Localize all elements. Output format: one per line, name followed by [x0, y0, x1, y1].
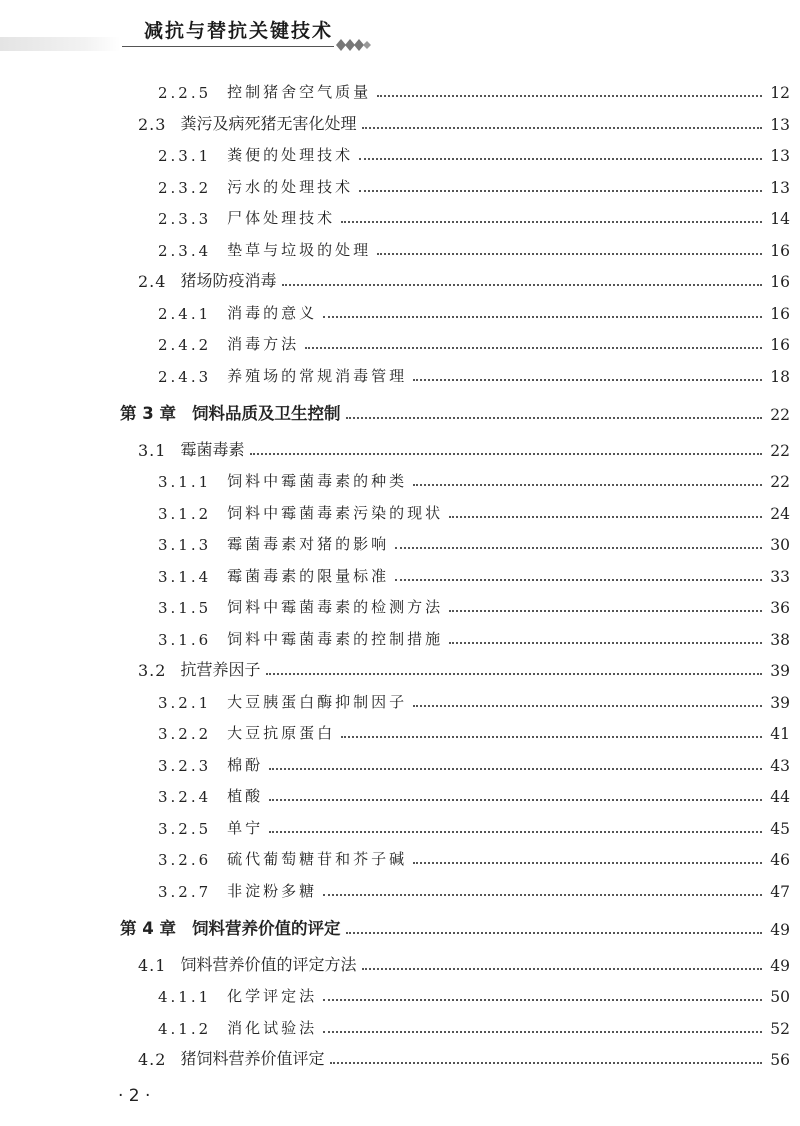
toc-subsection[interactable]: [158, 526, 790, 554]
toc-entry-title: 饲料中霉菌毒素的检测方法: [227, 598, 444, 616]
toc-entry-page: 24: [770, 504, 790, 523]
toc-entry-title: 饲料品质及卫生控制: [191, 403, 341, 423]
toc-entry-title: 硫代葡萄糖苷和芥子碱: [227, 850, 408, 868]
toc-entry-page: 12: [770, 84, 790, 102]
toc-entry-number: 4.1.2: [158, 1019, 212, 1038]
toc-entry-page: 44: [770, 788, 790, 806]
toc-entry-number: 3.1.5: [158, 599, 212, 617]
toc-entry-page: 16: [770, 273, 790, 291]
toc-entry-title: 霉菌毒素: [180, 439, 245, 459]
dot-leader: [323, 882, 762, 896]
toc-entry-page: 39: [770, 662, 790, 680]
toc-entry-page: 13: [770, 178, 790, 197]
dot-leader: [323, 304, 762, 318]
toc-entry-number: 4.1.1: [158, 988, 212, 1006]
toc-section[interactable]: [138, 947, 790, 975]
toc-entry-title: 抗营养因子: [180, 660, 261, 679]
toc-entry-number: 3.1: [138, 440, 167, 460]
toc-entry-page: 39: [770, 693, 790, 712]
toc-subsection[interactable]: [158, 810, 790, 838]
toc-entry-page: 13: [770, 147, 790, 165]
page-number: · 2 ·: [118, 1086, 151, 1106]
toc-entry-page: 50: [770, 988, 790, 1006]
toc-entry-title: 粪污及病死猪无害化处理: [180, 113, 357, 133]
toc-entry-number: 3.1.3: [158, 536, 212, 554]
running-header: [0, 0, 800, 60]
toc-subsection[interactable]: [158, 463, 790, 491]
toc-entry-number: 2.3.2: [158, 178, 212, 197]
toc-section[interactable]: [138, 652, 790, 680]
dot-leader: [323, 987, 762, 1001]
toc-entry-title: 饲料中霉菌毒素的种类: [227, 472, 408, 490]
toc-entry-page: 45: [770, 819, 790, 838]
dot-leader: [413, 472, 762, 486]
toc-entry-title: 非淀粉多糖: [227, 881, 318, 900]
toc-entry-number: 4.2: [138, 1050, 167, 1069]
toc-subsection[interactable]: [158, 558, 790, 586]
toc-entry-number: 2.4.3: [158, 367, 212, 386]
dot-leader: [346, 405, 762, 419]
toc-entry-page: 46: [770, 851, 790, 869]
toc-entry-number: 3.2.7: [158, 882, 212, 901]
toc-entry-number: 3.2.3: [158, 756, 212, 775]
toc-entry-number: 2.4.1: [158, 304, 212, 323]
toc-subsection[interactable]: [158, 747, 790, 775]
header-rule: [122, 46, 334, 47]
dot-leader: [413, 850, 762, 864]
dot-leader: [413, 367, 762, 381]
toc-entry-number: 2.3: [138, 114, 167, 134]
toc-entry-page: 47: [770, 882, 790, 901]
toc-entry-page: 18: [770, 367, 790, 386]
dot-leader: [346, 920, 762, 934]
dot-leader: [323, 1019, 762, 1033]
toc-entry-number: 3.2.5: [158, 819, 212, 838]
toc-subsection[interactable]: [158, 137, 790, 165]
toc-entry-page: 13: [770, 115, 790, 134]
dot-leader: [330, 1050, 762, 1064]
toc-entry-number: 3.2.6: [158, 851, 212, 869]
toc-section[interactable]: [138, 432, 790, 460]
toc-entry-page: 22: [770, 473, 790, 491]
dot-leader: [305, 335, 762, 349]
dot-leader: [377, 241, 762, 255]
toc-entry-page: 16: [770, 241, 790, 260]
toc-subsection[interactable]: [158, 358, 790, 386]
dot-leader: [359, 178, 762, 192]
toc-entry-page: 41: [770, 725, 790, 743]
toc-entry-page: 43: [770, 756, 790, 775]
toc-entry-title: 化学评定法: [227, 987, 318, 1005]
toc-subsection[interactable]: [158, 200, 790, 228]
toc-entry-number: 3.2.2: [158, 725, 212, 743]
toc-entry-page: 16: [770, 336, 790, 354]
toc-entry-page: 14: [770, 210, 790, 228]
dot-leader: [413, 693, 762, 707]
toc-entry-number: 2.4.2: [158, 336, 212, 354]
toc-entry-title: 霉菌毒素对猪的影响: [227, 535, 390, 553]
toc-subsection[interactable]: [158, 873, 790, 901]
toc-subsection[interactable]: [158, 715, 790, 743]
toc-entry-page: 49: [770, 920, 790, 939]
toc-entry-number: 2.3.1: [158, 147, 212, 165]
toc-section[interactable]: [138, 263, 790, 291]
toc-entry-title: 大豆抗原蛋白: [227, 724, 336, 742]
toc-entry-page: 30: [770, 536, 790, 554]
toc-entry-title: 饲料营养价值的评定: [191, 918, 341, 938]
toc-entry-number: 3.2.4: [158, 788, 212, 806]
toc-entry-title: 饲料营养价值的评定方法: [180, 954, 357, 974]
toc-entry-number: 第 4 章: [120, 918, 176, 938]
toc-entry-number: 3.1.2: [158, 504, 212, 523]
toc-entry-title: 饲料中霉菌毒素的控制措施: [227, 629, 444, 648]
toc-entry-title: 尸体处理技术: [227, 209, 336, 227]
toc-subsection[interactable]: [158, 621, 790, 649]
dot-leader: [269, 756, 762, 770]
dot-leader: [449, 598, 762, 612]
toc-subsection[interactable]: [158, 841, 790, 869]
toc-subsection[interactable]: [158, 295, 790, 323]
toc-subsection[interactable]: [158, 684, 790, 712]
toc-section[interactable]: [138, 1041, 790, 1069]
toc-chapter[interactable]: [120, 396, 790, 424]
toc-entry-number: 2.2.5: [158, 84, 212, 102]
toc-entry-title: 粪便的处理技术: [227, 146, 354, 164]
toc-entry-title: 单宁: [227, 818, 264, 837]
toc-entry-title: 消毒的意义: [227, 303, 318, 322]
toc-entry-title: 污水的处理技术: [227, 177, 354, 196]
dot-leader: [395, 535, 762, 549]
toc-entry-page: 22: [770, 441, 790, 460]
toc-entry-title: 消化试验法: [227, 1018, 318, 1037]
book-title: 减抗与替抗关键技术: [144, 20, 334, 42]
toc-entry-title: 养殖场的常规消毒管理: [227, 366, 408, 385]
toc-entry-title: 棉酚: [227, 755, 264, 774]
toc-entry-title: 垫草与垃圾的处理: [227, 240, 372, 259]
toc-entry-page: 38: [770, 630, 790, 649]
toc-entry-page: 49: [770, 956, 790, 975]
toc-entry-title: 大豆胰蛋白酶抑制因子: [227, 692, 408, 711]
dot-leader: [266, 661, 762, 675]
dot-leader: [250, 441, 762, 455]
toc-entry-number: 3.1.6: [158, 630, 212, 649]
toc-chapter[interactable]: [120, 911, 790, 939]
toc-entry-title: 霉菌毒素的限量标准: [227, 566, 390, 585]
toc-subsection[interactable]: [158, 169, 790, 197]
toc-subsection[interactable]: [158, 589, 790, 617]
dot-leader: [449, 504, 762, 518]
toc-entry-number: 第 3 章: [120, 403, 176, 423]
toc-subsection[interactable]: [158, 232, 790, 260]
dot-leader: [282, 272, 762, 286]
toc-entry-title: 植酸: [227, 787, 264, 805]
dot-leader: [395, 567, 762, 581]
toc-subsection[interactable]: [158, 978, 790, 1006]
toc-subsection[interactable]: [158, 1010, 790, 1038]
toc-entry-title: 猪场防疫消毒: [180, 271, 277, 290]
toc-entry-page: 33: [770, 567, 790, 586]
toc-subsection[interactable]: [158, 495, 790, 523]
dot-leader: [377, 83, 762, 97]
dot-leader: [362, 956, 762, 970]
toc-subsection[interactable]: [158, 326, 790, 354]
diamond-ornament-icon: [336, 38, 372, 52]
header-gray-band: [0, 37, 120, 51]
toc-entry-title: 消毒方法: [227, 335, 300, 353]
dot-leader: [359, 146, 762, 160]
toc-subsection[interactable]: [158, 778, 790, 806]
dot-leader: [341, 209, 762, 223]
dot-leader: [449, 630, 762, 644]
toc-entry-number: 2.3.3: [158, 210, 212, 228]
toc-entry-number: 4.1: [138, 955, 167, 975]
dot-leader: [362, 115, 762, 129]
toc-entry-number: 3.1.1: [158, 473, 212, 491]
toc-entry-number: 3.2.1: [158, 693, 212, 712]
toc-entry-page: 36: [770, 599, 790, 617]
toc-subsection[interactable]: [158, 74, 790, 102]
toc-section[interactable]: [138, 106, 790, 134]
dot-leader: [341, 724, 762, 738]
toc-entry-page: 16: [770, 304, 790, 323]
toc-entry-number: 3.1.4: [158, 567, 212, 586]
toc-entry-page: 52: [770, 1019, 790, 1038]
dot-leader: [269, 787, 762, 801]
toc-entry-page: 22: [770, 405, 790, 424]
toc-entry-page: 56: [770, 1051, 790, 1069]
toc-entry-number: 2.4: [138, 272, 167, 291]
dot-leader: [269, 819, 762, 833]
toc-entry-title: 控制猪舍空气质量: [227, 83, 372, 101]
toc-entry-number: 2.3.4: [158, 241, 212, 260]
toc-entry-number: 3.2: [138, 661, 167, 680]
toc-entry-title: 饲料中霉菌毒素污染的现状: [227, 503, 444, 522]
toc-entry-title: 猪饲料营养价值评定: [180, 1049, 325, 1068]
